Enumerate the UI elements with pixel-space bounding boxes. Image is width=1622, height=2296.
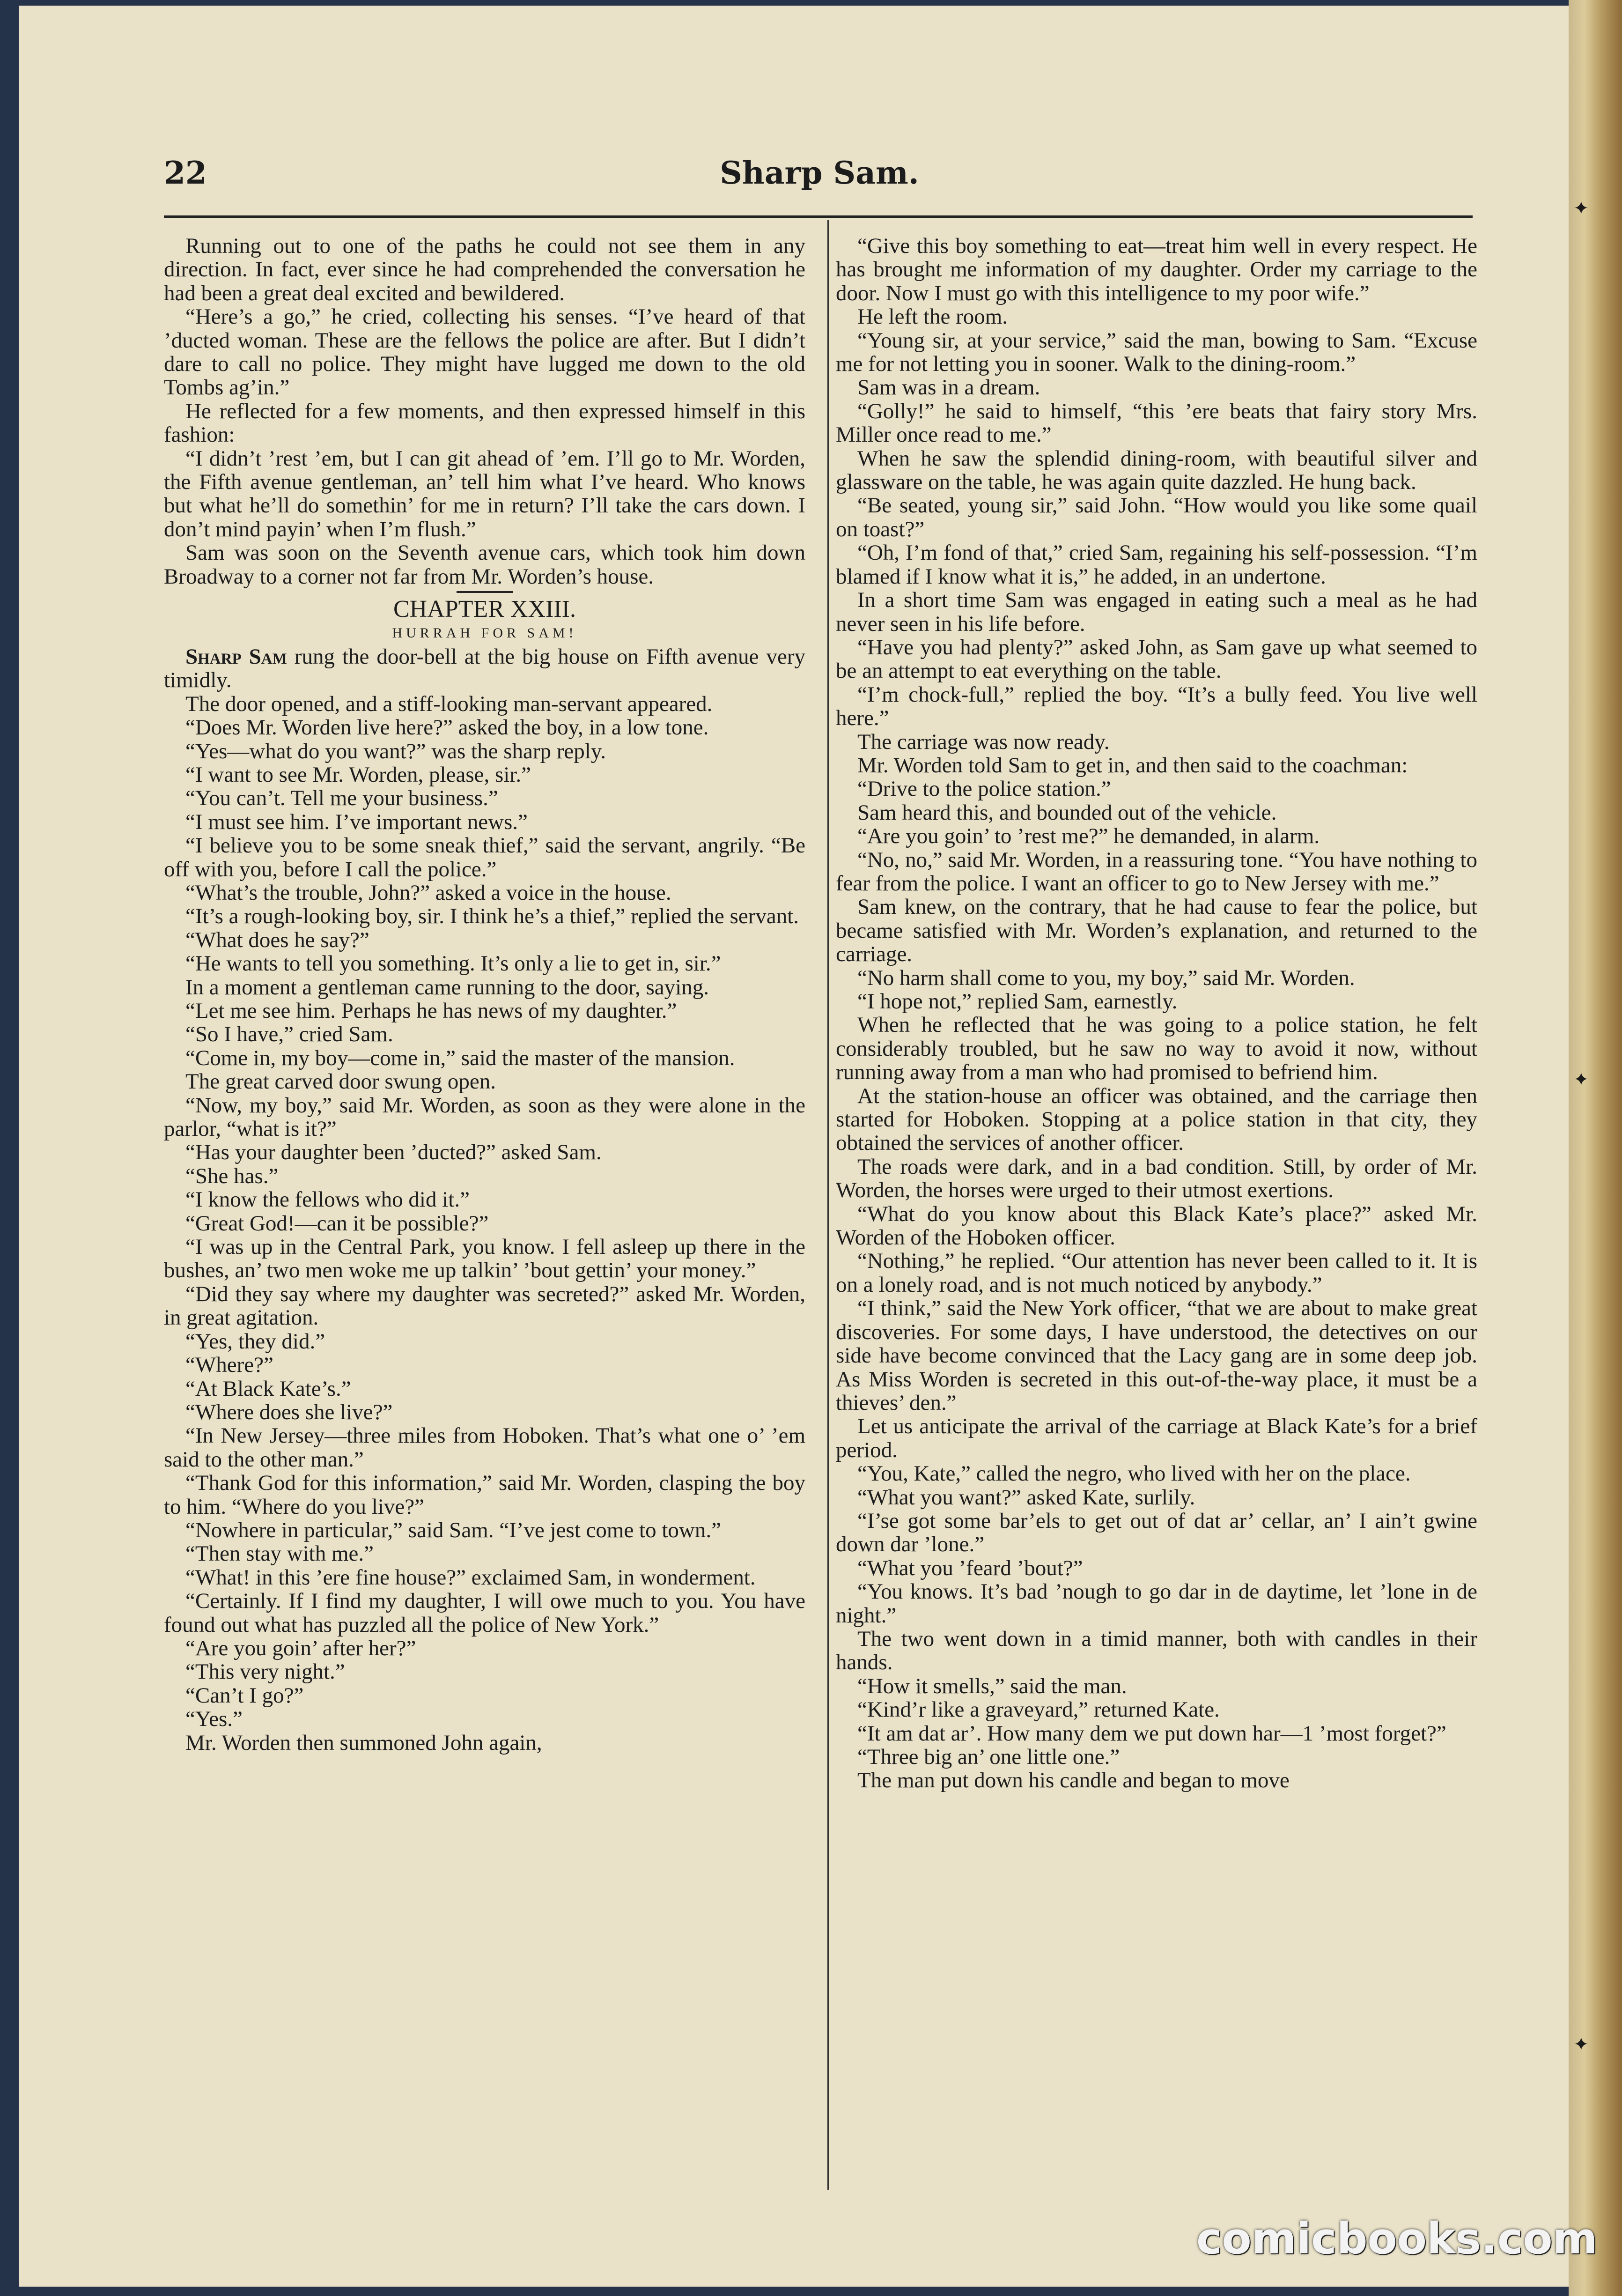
column-divider <box>827 220 829 2190</box>
paragraph: “No harm shall come to you, my boy,” said Mr. Worden. <box>857 965 1355 990</box>
paragraph: “Young sir, at your service,” said the man, bowing to Sam. “Excuse me for not letting you in sooner. Walk to the dining-room.” <box>836 328 1477 377</box>
left-paragraphs <box>164 234 805 588</box>
left-column <box>164 234 805 2201</box>
paragraph: “I didn’t ’rest ’em, but I can git ahead of ’em. I’ll go to Mr. Worden, the Fifth avenue gentleman, an’ tell him what I’ve heard. Who knows but what he’ll do somethin’ for me in return? I’ll take the cars down. I don’t mind payin’ when I’m flush.” <box>164 446 805 541</box>
paragraph: At the station-house an officer was obtained, and the carriage then started for Hoboken. Stopping at a police station in that city, they obtained the services of another officer. <box>836 1083 1477 1155</box>
paragraph: “Are you goin’ after her?” <box>185 1636 416 1660</box>
paragraph: “I believe you to be some sneak thief,” said the servant, angrily. “Be off with you, before I call the police.” <box>164 833 805 881</box>
paragraph: In a moment a gentleman came running to the door, saying. <box>185 975 709 1000</box>
paragraph: “How it smells,” said the man. <box>857 1674 1127 1698</box>
paragraph: “Then stay with me.” <box>185 1541 374 1566</box>
paragraph: “I hope not,” replied Sam, earnestly. <box>857 989 1178 1014</box>
section-rule <box>457 591 513 593</box>
paragraph: “Great God!—can it be possible?” <box>185 1211 489 1236</box>
paragraph: Sam was soon on the Seventh avenue cars, which took him down Broadway to a corner not far from Mr. Worden’s house. <box>164 541 805 589</box>
paragraph: “Where?” <box>185 1353 273 1378</box>
paragraph: He reflected for a few moments, and then expressed himself in this fashion: <box>164 399 805 447</box>
running-title: Sharp Sam. <box>720 155 919 191</box>
paragraph: “Has your daughter been ’ducted?” asked Sam. <box>185 1140 602 1165</box>
paragraph: “Thank God for this information,” said Mr. Worden, clasping the boy to him. “Where do you live?” <box>164 1471 805 1519</box>
paragraph: “I’m chock-full,” replied the boy. “It’s a bully feed. You live well here.” <box>836 682 1477 731</box>
book-spine <box>1569 0 1622 2296</box>
paragraph: “You, Kate,” called the negro, who lived with her on the place. <box>857 1461 1411 1486</box>
paragraph: “Nowhere in particular,” said Sam. “I’ve jest come to town.” <box>185 1518 721 1542</box>
chapter-opening-text: rung the door-bell at the big house on Fifth avenue very timidly. <box>164 644 805 693</box>
stitch-mark: ✦ <box>1573 198 1589 219</box>
paragraph: “I want to see Mr. Worden, please, sir.” <box>185 762 531 787</box>
paragraph: He left the room. <box>857 304 1008 329</box>
paragraph: “What! in this ’ere fine house?” exclaimed Sam, in wonderment. <box>185 1565 756 1590</box>
chapter-subtitle: HURRAH FOR SAM! <box>392 625 577 641</box>
paragraph: “What you want?” asked Kate, surlily. <box>857 1485 1195 1510</box>
paragraph: “Yes, they did.” <box>185 1329 325 1354</box>
chapter-opening <box>164 645 805 692</box>
right-column <box>836 234 1477 2201</box>
paragraph: “What’s the trouble, John?” asked a voice in the house. <box>185 880 671 905</box>
paragraph: “It’s a rough-looking boy, sir. I think he’s a thief,” replied the servant. <box>185 904 799 929</box>
paragraph: “So I have,” cried Sam. <box>185 1022 393 1047</box>
paragraph: “Three big an’ one little one.” <box>857 1745 1120 1769</box>
paragraph: “Certainly. If I find my daughter, I will owe much to you. You have found out what has puzzled all the police of New York.” <box>164 1589 805 1637</box>
paragraph: “At Black Kate’s.” <box>185 1376 351 1401</box>
chapter-heading: CHAPTER XXIII. <box>393 596 576 623</box>
paragraph: When he reflected that he was going to a police station, he felt considerably troubled, but he saw no way to avoid it now, without running away from a man who had promised to befriend him. <box>836 1013 1477 1085</box>
paragraph: Let us anticipate the arrival of the carriage at Black Kate’s for a brief period. <box>836 1414 1477 1462</box>
paragraph: Sam knew, on the contrary, that he had cause to fear the police, but became satisfied with Mr. Worden’s explanation, and returned to the carriage. <box>836 895 1477 967</box>
paragraph: “I was up in the Central Park, you know. I fell asleep up there in the bushes, an’ two men woke me up talkin’ ’bout gettin’ your money.” <box>164 1235 805 1283</box>
paragraph: “Oh, I’m fond of that,” cried Sam, regaining his self-possession. “I’m blamed if I know what it is,” he added, in an undertone. <box>836 541 1477 589</box>
paragraph: Mr. Worden told Sam to get in, and then said to the coachman: <box>857 753 1408 778</box>
paragraph: In a short time Sam was engaged in eating such a meal as he had never seen in his life before. <box>836 588 1477 636</box>
paragraph: “You can’t. Tell me your business.” <box>185 786 498 811</box>
paragraph: Running out to one of the paths he could not see them in any direction. In fact, ever since he had comprehended the conversation he had been a great deal excited and bewildered. <box>164 234 805 305</box>
paragraph: “He wants to tell you something. It’s only a lie to get in, sir.” <box>185 951 721 976</box>
paragraph: The two went down in a timid manner, both with candles in their hands. <box>836 1626 1477 1675</box>
paragraph: Sam heard this, and bounded out of the vehicle. <box>857 800 1277 825</box>
paragraph: “What you ’feard ’bout?” <box>857 1555 1083 1580</box>
paragraph: “No, no,” said Mr. Worden, in a reassuring tone. “You have nothing to fear from the police. I want an officer to go to New Jersey with me.” <box>836 847 1477 896</box>
paragraph: The door opened, and a stiff-looking man-servant appeared. <box>185 691 713 716</box>
paragraph: “Here’s a go,” he cried, collecting his senses. “I’ve heard of that ’ducted woman. These are the fellows the police are after. But I didn’t dare to call no police. They might have lugged me down to the old Tombs ag’in.” <box>164 304 805 400</box>
paragraph: “Are you goin’ to ’rest me?” he demanded, in alarm. <box>857 824 1320 849</box>
paragraph: “Drive to the police station.” <box>857 777 1111 801</box>
paragraph: “Have you had plenty?” asked John, as Sam gave up what seemed to be an attempt to eat everything on the table. <box>836 635 1477 683</box>
paragraph: “Yes—what do you want?” was the sharp reply. <box>185 739 606 763</box>
paragraph: The roads were dark, and in a bad condition. Still, by order of Mr. Worden, the horses were urged to their utmost exertions. <box>836 1154 1477 1203</box>
paragraph: “I think,” said the New York officer, “that we are about to make great discoveries. For some days, I have understood, the detectives on our side have become convinced that the Lacy gang are in some deep job. As Miss Worden is secreted in this out-of-the-way place, it must be a thieves’ den.” <box>836 1296 1477 1415</box>
paragraph: “Kind’r like a graveyard,” returned Kate. <box>857 1697 1220 1722</box>
paragraph: “You knows. It’s bad ’nough to go dar in de daytime, let ’lone in de night.” <box>836 1579 1477 1628</box>
paragraph: Sam was in a dream. <box>857 375 1040 400</box>
paragraph: “Give this boy something to eat—treat him well in every respect. He has brought me information of my daughter. Order my carriage to the door. Now I must go with this intelligence to my poor wife.” <box>836 234 1477 305</box>
paragraph: “Let me see him. Perhaps he has news of my daughter.” <box>185 999 677 1023</box>
paragraph: The great carved door swung open. <box>185 1069 496 1094</box>
paragraph: “I’se got some bar’els to get out of dat ar’ cellar, an’ I ain’t gwine down dar ’lone.” <box>836 1508 1477 1557</box>
left-paragraphs-continued <box>164 692 805 1755</box>
paragraph: When he saw the splendid dining-room, with beautiful silver and glassware on the table, he was again quite dazzled. He hung back. <box>836 446 1477 495</box>
paragraph: “Now, my boy,” said Mr. Worden, as soon as they were alone in the parlor, “what is it?” <box>164 1093 805 1141</box>
stitch-mark: ✦ <box>1573 1069 1589 1090</box>
paragraph: Mr. Worden then summoned John again, <box>185 1730 542 1755</box>
paragraph: “What does he say?” <box>185 927 369 952</box>
paragraph: “Can’t I go?” <box>185 1683 304 1708</box>
paragraph: “Where does she live?” <box>185 1400 393 1424</box>
site-watermark: comicbooks.com <box>1196 2214 1598 2264</box>
right-paragraphs <box>836 234 1477 1792</box>
paragraph: “It am dat ar’. How many dem we put down har—1 ’most forget?” <box>857 1721 1446 1746</box>
paragraph: “Nothing,” he replied. “Our attention has never been called to it. It is on a lonely road, and is not much noticed by anybody.” <box>836 1249 1477 1297</box>
paragraph: “She has.” <box>185 1163 279 1188</box>
paragraph: “Be seated, young sir,” said John. “How would you like some quail on toast?” <box>836 493 1477 541</box>
stitch-mark: ✦ <box>1573 2034 1589 2055</box>
page-number: 22 <box>164 155 207 191</box>
paragraph: “Yes.” <box>185 1707 243 1732</box>
chapter-opening-name: Sharp Sam <box>185 644 287 669</box>
paragraph: “Golly!” he said to himself, “this ’ere beats that fairy story Mrs. Miller once read to me.” <box>836 399 1477 447</box>
header-rule <box>164 215 1473 218</box>
page-header <box>145 155 1494 197</box>
paragraph: “I must see him. I’ve important news.” <box>185 809 528 834</box>
paragraph: “Does Mr. Worden live here?” asked the boy, in a low tone. <box>185 715 709 740</box>
paragraph: The man put down his candle and began to move <box>857 1768 1290 1793</box>
paragraph: “I know the fellows who did it.” <box>185 1187 470 1212</box>
paragraph: “In New Jersey—three miles from Hoboken. That’s what one o’ ’em said to the other man.” <box>164 1423 805 1472</box>
paragraph: “This very night.” <box>185 1659 345 1684</box>
paragraph: The carriage was now ready. <box>857 729 1110 754</box>
paragraph: “What do you know about this Black Kate’s place?” asked Mr. Worden of the Hoboken officer. <box>836 1201 1477 1250</box>
paragraph: “Did they say where my daughter was secreted?” asked Mr. Worden, in great agitation. <box>164 1281 805 1330</box>
paragraph: “Come in, my boy—come in,” said the master of the mansion. <box>185 1045 735 1070</box>
